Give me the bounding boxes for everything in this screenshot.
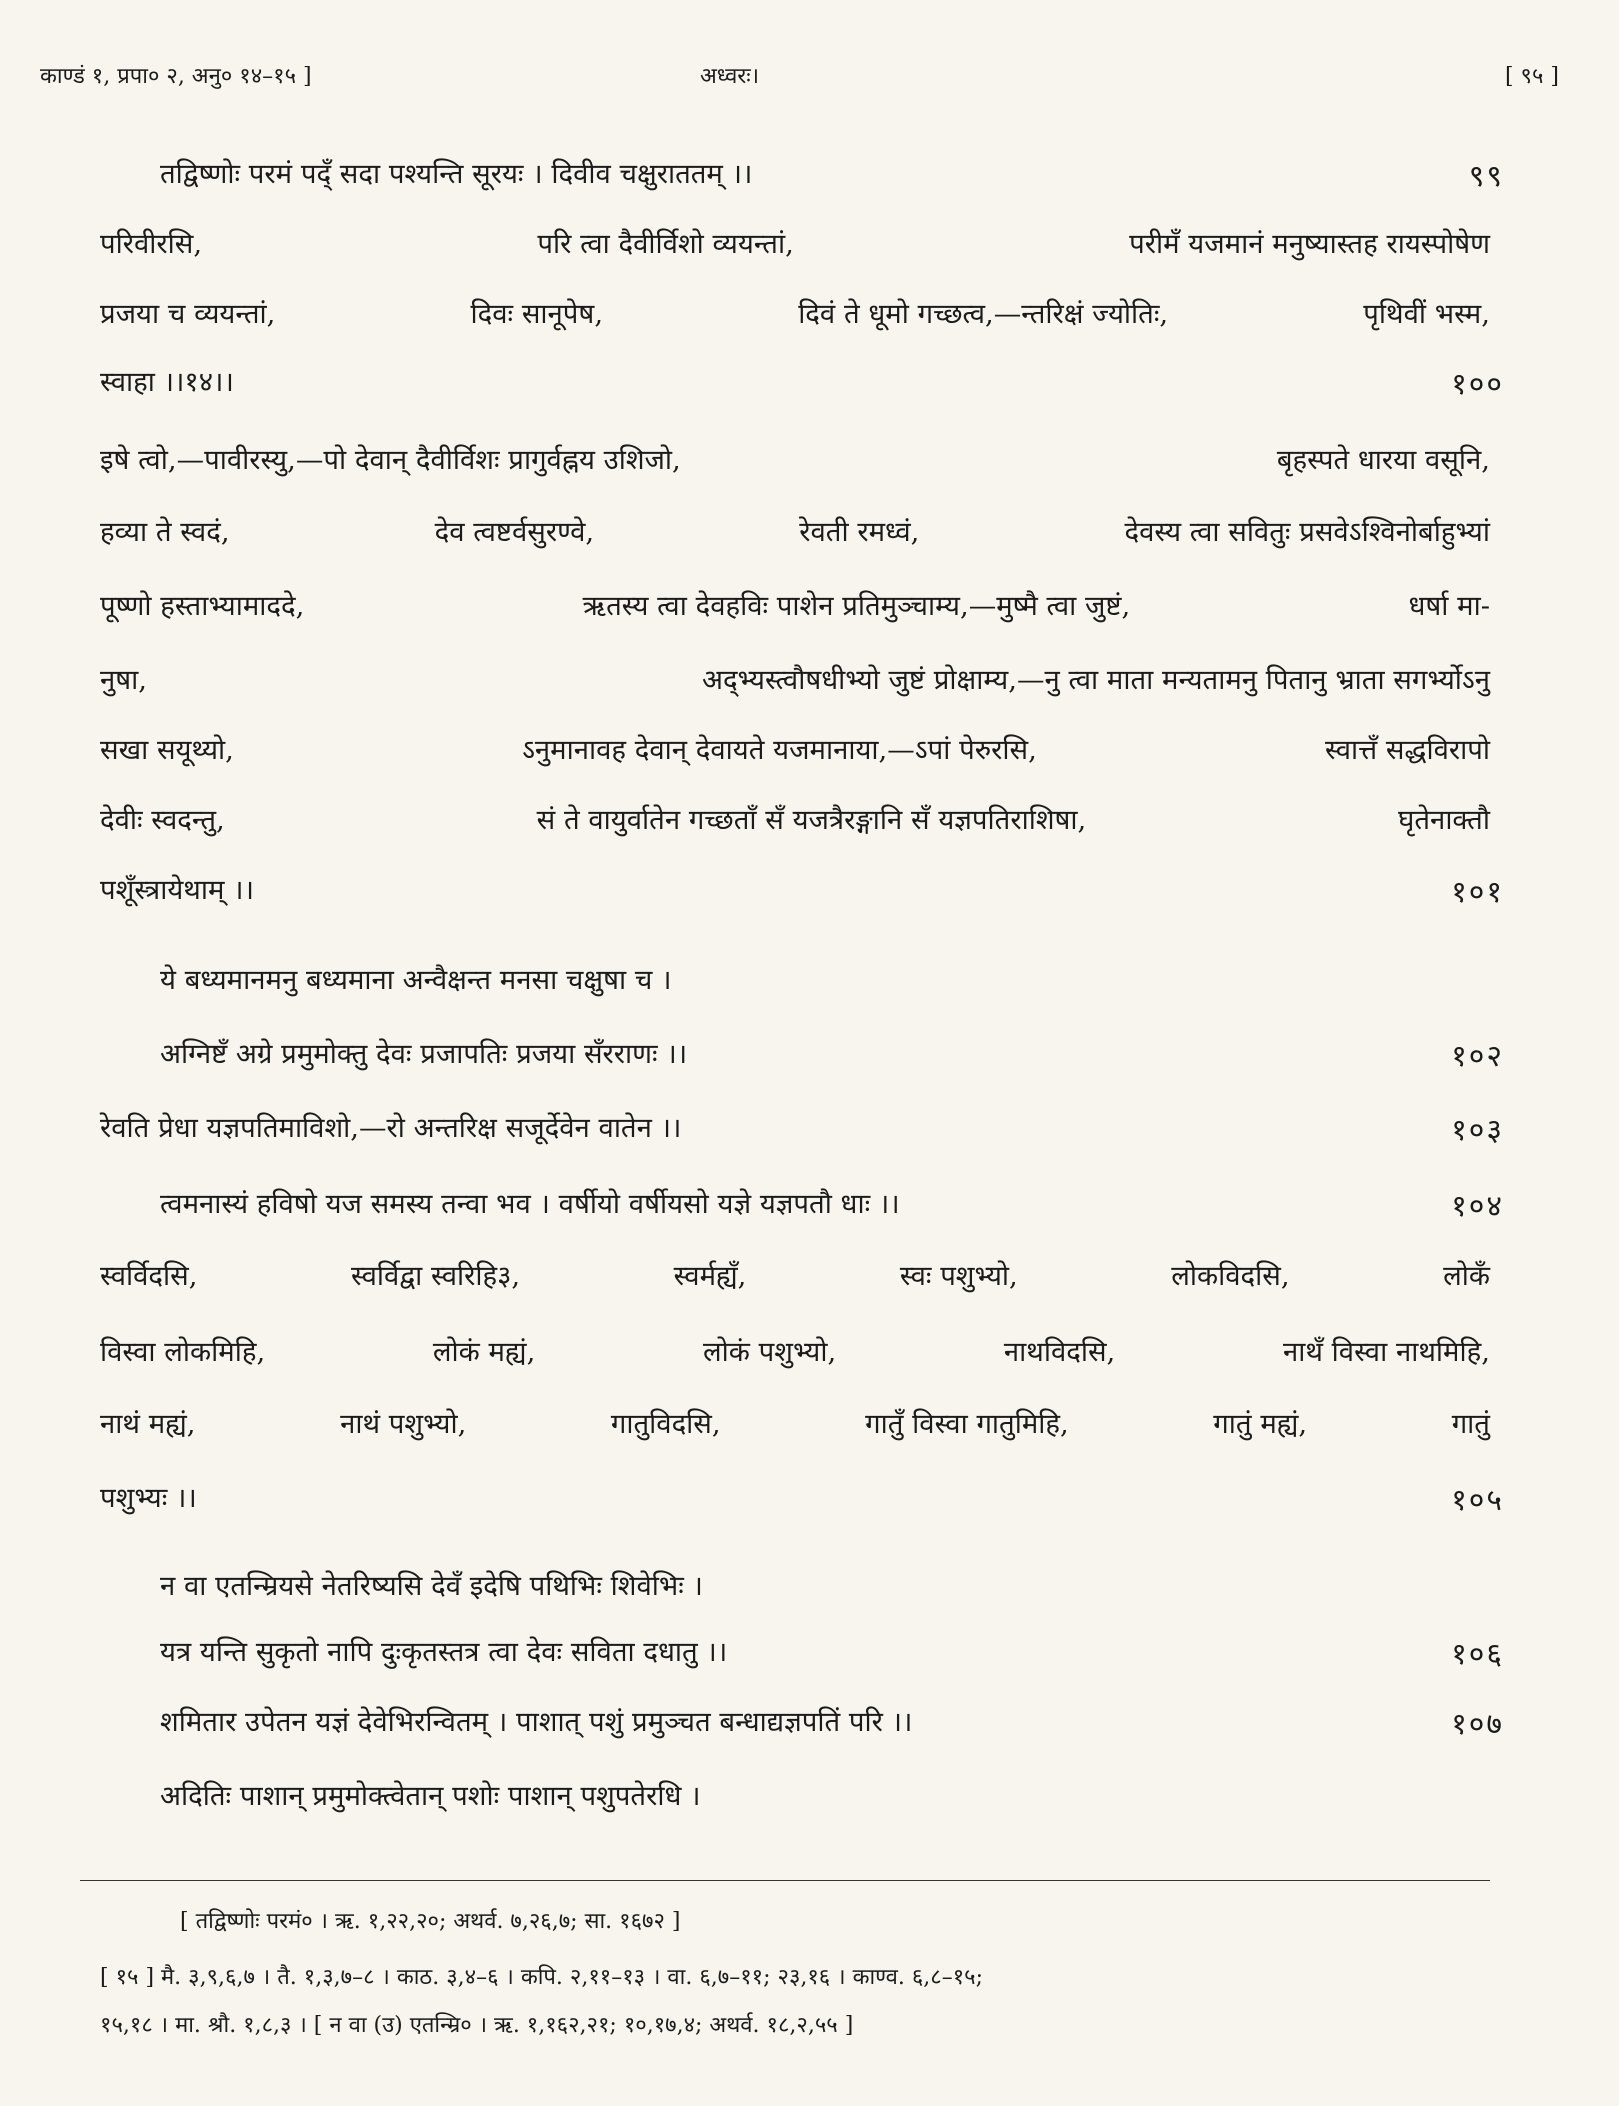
running-header-title: अध्वरः। [700, 64, 760, 89]
verse-segment: अद्भ्यस्त्वौषधीभ्यो जुष्टं प्रोक्षाम्य,—नु त्वा माता मन्यतामनु पितानु भ्राता सगर्भ्योऽनु [701, 664, 1490, 696]
reference-line: १५,१८ । मा. श्रौ. १,८,३ । [ न वा (उ) एतन्म्रि० । ऋ. १,१६२,२१; १०,१७,४; अथर्व. १८,२,५५ ] [100, 2013, 854, 2038]
verse-number: १०५ [1451, 1483, 1504, 1518]
verse-segment: इषे त्वो,—पावीरस्यु,—पो देवान् दैवीर्विशः प्रागुर्वह्नय उशिजो, [100, 444, 681, 476]
page-number: [ ९५ ] [1504, 64, 1559, 89]
verse-segment: नाथँ विस्वा नाथमिहि, [1282, 1336, 1490, 1368]
reference-line: [ १५ ] मै. ३,९,६,७ । तै. १,३,७–८ । काठ. ३,४–६ । कपि. २,११–१३ । वा. ६,७–११; २३,१६ । काण्व. ६,८–१५; [100, 1965, 984, 1990]
verse-segment: हव्या ते स्वदं, [100, 516, 230, 548]
verse-segment: नाथं मह्यं, [100, 1408, 196, 1440]
verse-line: तद्विष्णोः परमं पद्ँ सदा पश्यन्ति सूरयः । दिवीव चक्षुराततम् ।। [160, 158, 753, 190]
verse-segment: स्वर्विद्वा स्वरिहि३, [350, 1260, 521, 1292]
verse-line [100, 800, 1490, 840]
verse-segment: देवस्य त्वा सवितुः प्रसवेऽश्विनोर्बाहुभ्यां [1124, 516, 1490, 548]
verse-line [100, 512, 1490, 552]
verse-segment: पूष्णो हस्ताभ्यामाददे, [100, 590, 305, 622]
verse-segment: नाथविदसि, [1003, 1336, 1116, 1368]
verse-segment: गातुविदसि, [610, 1408, 721, 1440]
verse-line [100, 440, 1490, 480]
verse-number: १०४ [1451, 1189, 1504, 1224]
verse-number: १०१ [1451, 875, 1504, 910]
verse-segment: नाथं पशुभ्यो, [340, 1408, 467, 1440]
verse-line [100, 730, 1490, 770]
verse-segment: नुषा, [100, 664, 148, 696]
verse-line [100, 1256, 1490, 1296]
verse-line: यत्र यन्ति सुकृतो नापि दुःकृतस्तत्र त्वा देवः सविता दधातु ।। [160, 1636, 728, 1668]
verse-segment: रेवती रमध्वं, [799, 516, 920, 548]
verse-line [100, 294, 1490, 334]
verse-segment: स्वर्विदसि, [100, 1260, 198, 1292]
verse-line: अग्निष्टँ अग्रे प्रमुमोक्तु देवः प्रजापतिः प्रजया सँरराणः ।। [160, 1038, 688, 1070]
verse-segment: परीमँ यजमानं मनुष्यास्तह रायस्पोषेण [1129, 228, 1490, 260]
verse-segment: दिवः सानूपेष, [470, 298, 604, 330]
verse-segment: ऽनुमानावह देवान् देवायते यजमानाया,—ऽपां पेरुरसि, [522, 734, 1037, 766]
verse-number: १०७ [1451, 1707, 1504, 1742]
verse-segment: धर्षा मा- [1408, 590, 1490, 622]
verse-number: १०३ [1451, 1113, 1504, 1148]
verse-segment: देव त्वष्टर्वसुरण्वे, [434, 516, 595, 548]
verse-segment: परि त्वा दैवीर्विशो व्ययन्तां, [537, 228, 794, 260]
verse-segment: घृतेनाक्तौ [1398, 804, 1490, 836]
verse-segment: गातुँ विस्वा गातुमिहि, [865, 1408, 1069, 1440]
verse-segment: सखा सयूथ्यो, [100, 734, 234, 766]
verse-line: पशुभ्यः ।। [100, 1482, 197, 1514]
verse-segment: ऋतस्य त्वा देवहविः पाशेन प्रतिमुञ्चाम्य,—मुष्मै त्वा जुष्टं, [582, 590, 1131, 622]
verse-segment: दिवं ते धूमो गच्छत्व,—न्तरिक्षं ज्योतिः, [798, 298, 1169, 330]
verse-line [100, 586, 1490, 626]
verse-segment: सं ते वायुर्वातेन गच्छताँ सँ यजत्रैरङ्गानि सँ यज्ञपतिराशिषा, [536, 804, 1087, 836]
verse-line [100, 660, 1490, 700]
verse-number: १०२ [1451, 1039, 1504, 1074]
verse-line: पशूँस्त्रायेथाम् ।। [100, 874, 254, 906]
verse-segment: लोकँ [1443, 1260, 1490, 1292]
footnote-divider [80, 1880, 1490, 1881]
verse-segment: पृथिवीं भस्म, [1363, 298, 1490, 330]
verse-segment: परिवीरसि, [100, 228, 203, 260]
verse-line: रेवति प्रेधा यज्ञपतिमाविशो,—रो अन्तरिक्ष सजूर्देवेन वातेन ।। [100, 1112, 682, 1144]
verse-number: ९९ [1468, 159, 1504, 194]
verse-line: शमितार उपेतन यज्ञं देवेभिरन्वितम् । पाशात् पशुं प्रमुञ्चत बन्धाद्यज्ञपतिं परि ।। [160, 1706, 913, 1738]
verse-segment: लोकं पशुभ्यो, [703, 1336, 837, 1368]
verse-segment: प्रजया च व्ययन्तां, [100, 298, 276, 330]
verse-number: १०० [1451, 367, 1504, 402]
verse-number: १०६ [1451, 1637, 1504, 1672]
verse-segment: बृहस्पते धारया वसूनि, [1276, 444, 1490, 476]
verse-segment: लोकं मह्यं, [432, 1336, 536, 1368]
verse-line: अदितिः पाशान् प्रमुमोक्त्वेतान् पशोः पाशान् पशुपतेरधि । [160, 1780, 701, 1812]
verse-line: ये बध्यमानमनु बध्यमाना अन्वैक्षन्त मनसा चक्षुषा च । [160, 964, 672, 996]
verse-line: न वा एतन्म्रियसे नेतरिष्यसि देवँ इदेषि पथिभिः शिवेभिः । [160, 1570, 703, 1602]
verse-segment: स्वात्तँ सद्धविरापो [1325, 734, 1490, 766]
verse-segment: स्वः पशुभ्यो, [899, 1260, 1018, 1292]
verse-segment: देवीः स्वदन्तु, [100, 804, 225, 836]
verse-segment: स्वर्मह्यँ, [673, 1260, 747, 1292]
reference-line: [ तद्विष्णोः परमं० । ऋ. १,२२,२०; अथर्व. ७,२६,७; सा. १६७२ ] [180, 1909, 681, 1934]
verse-segment: गातुं मह्यं, [1213, 1408, 1308, 1440]
verse-line [100, 1404, 1490, 1444]
verse-segment: विस्वा लोकमिहि, [100, 1336, 266, 1368]
verse-line [100, 1332, 1490, 1372]
verse-line: स्वाहा ।।१४।। [100, 366, 234, 398]
verse-line: त्वमनास्यं हविषो यज समस्य तन्वा भव । वर्षीयो वर्षीयसो यज्ञे यज्ञपतौ धाः ।। [160, 1188, 900, 1220]
verse-segment: गातुं [1451, 1408, 1490, 1440]
running-header-left: काण्डं १, प्रपा० २, अनु० १४–१५ ] [40, 64, 312, 89]
verse-segment: लोकविदसि, [1171, 1260, 1290, 1292]
verse-line [100, 224, 1490, 264]
